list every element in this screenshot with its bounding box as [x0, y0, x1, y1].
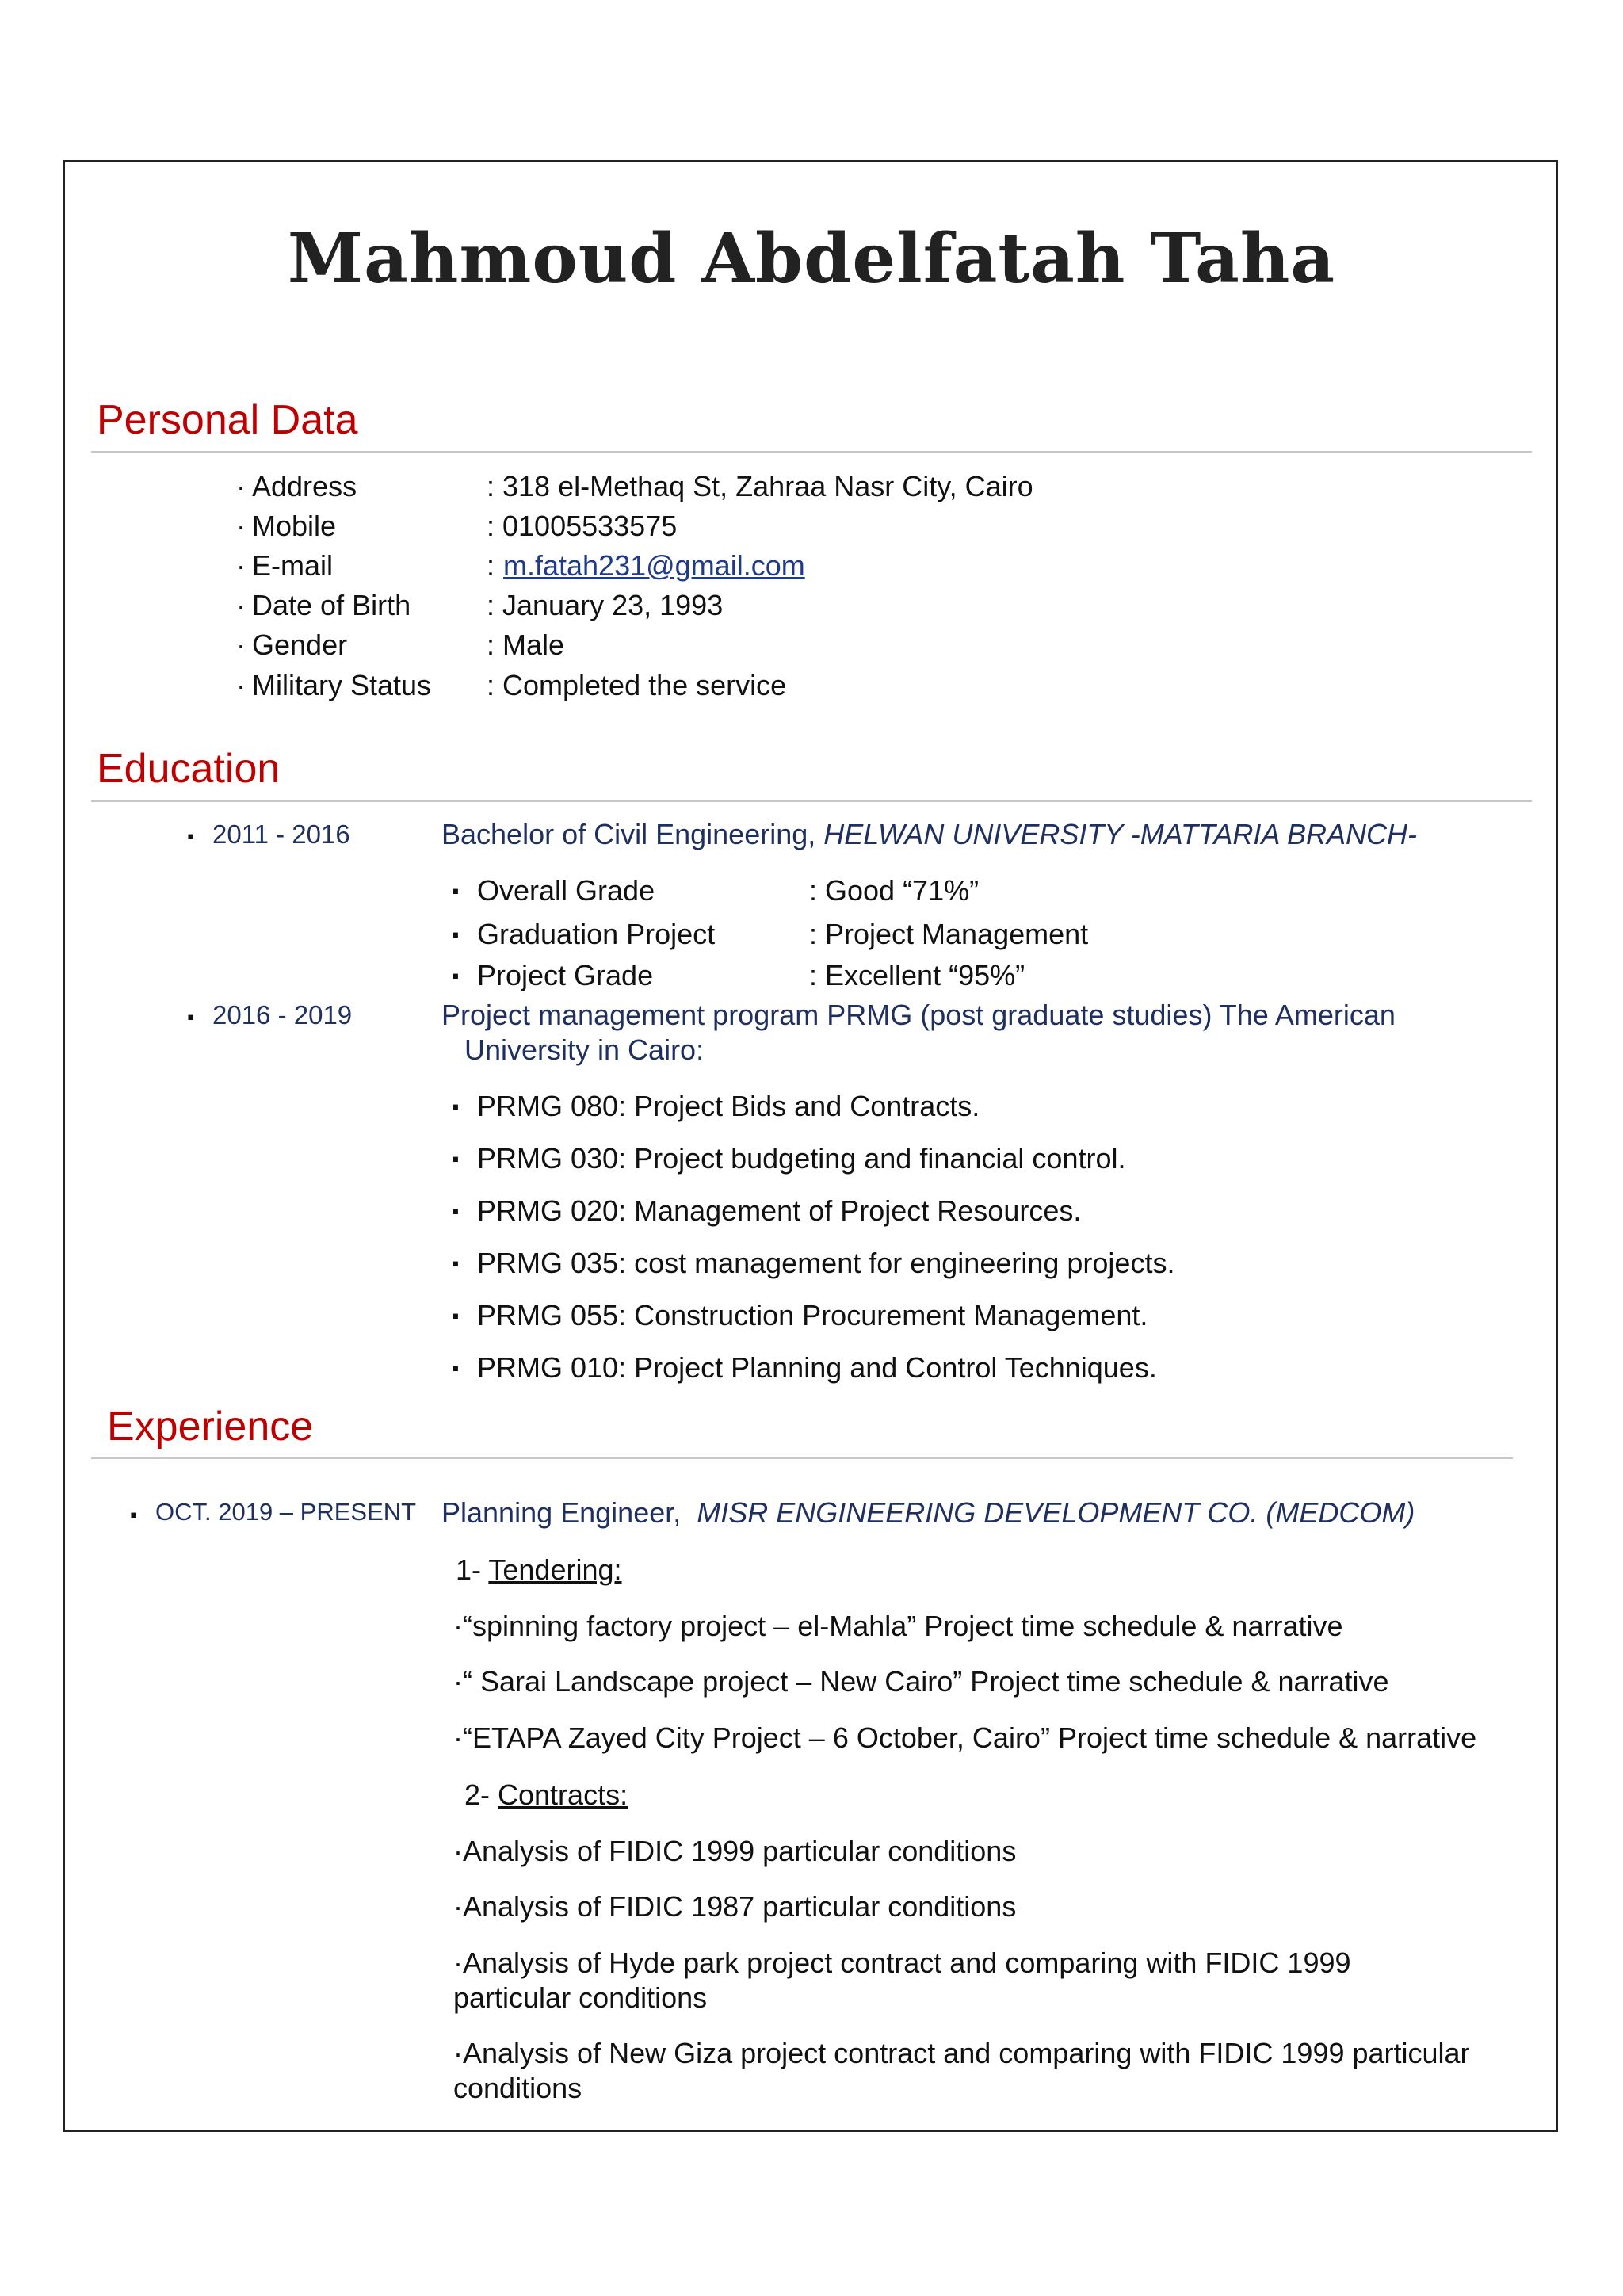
candidate-name: Mahmoud Abdelfatah Taha	[287, 219, 1336, 299]
personal-label: E-mail	[252, 549, 334, 582]
grade-label: Project Grade	[477, 959, 654, 991]
grade-value: : Project Management	[809, 918, 1089, 950]
personal-label: Mobile	[252, 510, 337, 542]
tendering-item: “spinning factory project – el-Mahla” Project time schedule & narrative	[463, 1610, 1343, 1642]
tendering-heading	[456, 1553, 622, 1587]
bullet-icon: ▪	[452, 1251, 460, 1275]
program-title-line1: Project management program PRMG (post graduate studies) The American	[441, 999, 1396, 1031]
bullet-icon: ·	[453, 1835, 463, 1867]
contract-item: ·Analysis of FIDIC 1999 particular conditions	[453, 1835, 1017, 1867]
email-link[interactable]: m.fatah231@gmail.com	[503, 549, 805, 582]
personal-value: : Male	[487, 628, 565, 661]
contract-item-continued: particular conditions	[453, 1981, 708, 2014]
bullet-icon: ·	[236, 549, 246, 582]
bullet-icon: ·	[236, 669, 246, 701]
course-item: PRMG 020: Management of Project Resources.	[477, 1194, 1082, 1227]
contracts-number: 2-	[464, 1778, 498, 1811]
grade-value: : Good “71%”	[809, 874, 980, 907]
bullet-icon: ▪	[130, 1503, 138, 1526]
section-title-personal-data: Personal Data	[97, 397, 358, 443]
job-title-line	[441, 1496, 1415, 1530]
contracts-heading	[464, 1778, 628, 1812]
company-name: MISR ENGINEERING DEVELOPMENT CO. (MEDCOM)	[697, 1496, 1415, 1529]
degree-name: Bachelor of Civil Engineering,	[441, 818, 816, 850]
bullet-icon: ·	[453, 1665, 463, 1698]
bullet-icon: ·	[453, 1610, 463, 1642]
section-title-experience: Experience	[107, 1404, 314, 1450]
education-dates: 2016 - 2019	[212, 1000, 353, 1030]
bullet-icon: ▪	[452, 1356, 460, 1380]
personal-value: : 318 el-Methaq St, Zahraa Nasr City, Cairo	[487, 470, 1033, 502]
personal-value: : January 23, 1993	[487, 589, 724, 621]
personal-value: : Completed the service	[487, 669, 787, 701]
program-title-line2: University in Cairo:	[464, 1033, 705, 1066]
bullet-icon: ·	[236, 628, 246, 661]
bullet-icon: ·	[453, 1946, 463, 1979]
bullet-icon: ▪	[452, 1304, 460, 1328]
grade-value: : Excellent “95%”	[809, 959, 1025, 991]
contracts-label: Contracts:	[498, 1778, 628, 1811]
course-item: PRMG 055: Construction Procurement Management.	[477, 1299, 1148, 1331]
tendering-item: “ Sarai Landscape project – New Cairo” Project time schedule & narrative	[463, 1665, 1389, 1698]
bullet-icon: ·	[453, 1890, 463, 1923]
education-degree-line	[441, 818, 1417, 851]
personal-colon: :	[487, 549, 495, 582]
bullet-icon: ▪	[452, 923, 460, 946]
bullet-icon: ·	[453, 1721, 463, 1754]
contract-item: ·Analysis of Hyde park project contract and comparing with FIDIC 1999	[453, 1946, 1351, 1979]
course-item: PRMG 035: cost management for engineering projects.	[477, 1247, 1175, 1279]
contract-item-continued: conditions	[453, 2072, 582, 2104]
bullet-icon: ▪	[187, 1005, 195, 1029]
personal-label: Address	[252, 470, 357, 502]
personal-label: Date of Birth	[252, 589, 411, 621]
tendering-number: 1-	[456, 1553, 489, 1586]
tendering-item: “ETAPA Zayed City Project – 6 October, Cairo” Project time schedule & narrative	[463, 1721, 1477, 1754]
course-item: PRMG 080: Project Bids and Contracts.	[477, 1090, 980, 1122]
bullet-icon: ▪	[187, 824, 195, 848]
bullet-icon: ·	[236, 510, 246, 542]
personal-label: Military Status	[252, 669, 432, 701]
job-title: Planning Engineer,	[441, 1496, 682, 1529]
contract-item: ·Analysis of FIDIC 1987 particular conditions	[453, 1890, 1017, 1923]
experience-dates: OCT. 2019 – PRESENT	[155, 1498, 417, 1526]
bullet-icon: ·	[453, 2037, 463, 2069]
university-name: HELWAN UNIVERSITY -MATTARIA BRANCH-	[823, 818, 1418, 850]
grade-label: Graduation Project	[477, 918, 716, 950]
personal-label: Gender	[252, 628, 348, 661]
bullet-icon: ▪	[452, 964, 460, 988]
section-rule	[91, 1457, 1513, 1459]
bullet-icon: ▪	[452, 1147, 460, 1171]
course-item: PRMG 010: Project Planning and Control Techniques.	[477, 1351, 1157, 1384]
grade-label: Overall Grade	[477, 874, 655, 907]
bullet-icon: ▪	[452, 879, 460, 903]
section-rule	[91, 451, 1532, 453]
section-rule	[91, 800, 1532, 802]
bullet-icon: ·	[236, 470, 246, 502]
bullet-icon: ·	[236, 589, 246, 621]
bullet-icon: ▪	[452, 1199, 460, 1223]
bullet-icon: ▪	[452, 1095, 460, 1118]
education-dates: 2011 - 2016	[212, 819, 350, 849]
course-item: PRMG 030: Project budgeting and financial control.	[477, 1142, 1126, 1175]
personal-value: : 01005533575	[487, 510, 678, 542]
tendering-label: Tendering:	[488, 1553, 622, 1586]
section-title-education: Education	[97, 746, 281, 792]
contract-item: ·Analysis of New Giza project contract and comparing with FIDIC 1999 particular	[453, 2037, 1470, 2069]
